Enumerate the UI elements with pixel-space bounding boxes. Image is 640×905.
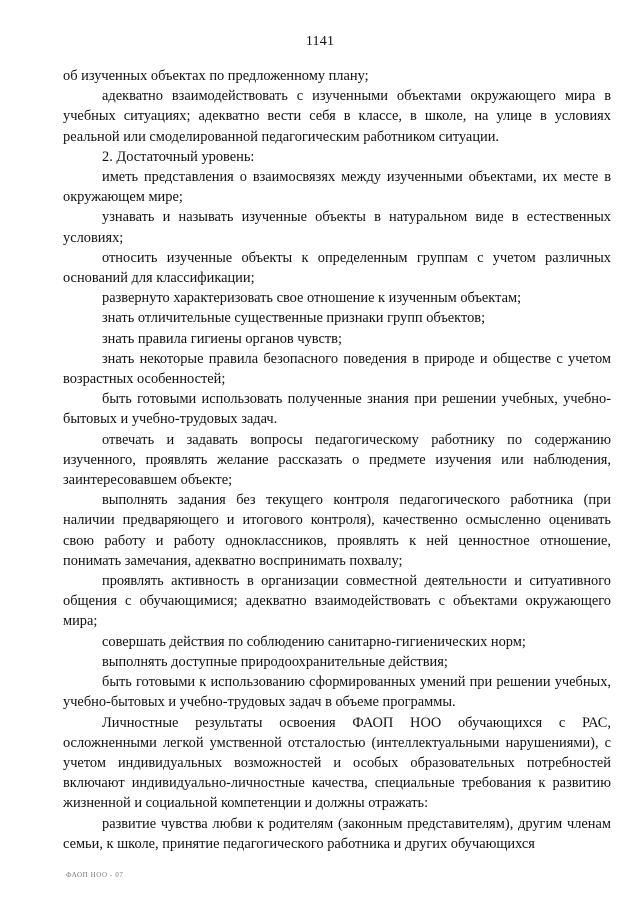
page-number: 1141 (305, 34, 335, 49)
paragraph-questions: отвечать и задавать вопросы педагогическому работнику по содержанию изученного, проявлять желание рассказать о предмете изучения или наблюдения, заинтересовавшем объекте; (63, 431, 611, 489)
paragraph-activity: проявлять активность в организации совместной деятельности и ситуативного общения с обучающимися; адекватно взаимодействовать с объектами окружающего мира; (63, 573, 611, 630)
paragraph-safety-rules: знать некоторые правила безопасного поведения в природе и обществе с учетом возрастных особенностей; (63, 350, 611, 388)
paragraph-attitude: развернуто характеризовать свое отношение к изученным объектам; (102, 290, 522, 307)
paragraph-relations: иметь представления о взаимосвязях между изученными объектами, их месте в окружающем мире; (63, 169, 611, 206)
paragraph-love-parents: развитие чувства любви к родителям (законным представителям), другим членам семьи, к школе, принятие педагогического работника и других обучающихся (63, 815, 611, 852)
footer-code: ФАОП НОО - 07 (66, 871, 124, 879)
paragraph-use-knowledge: быть готовыми использовать полученные знания при решении учебных, учебно-бытовых и учебно-трудовых задач. (63, 391, 611, 428)
paragraph-classify-objects: относить изученные объекты к определенным группам с учетом различных оснований для классификации; (63, 249, 611, 287)
paragraph-sanitary-norms: совершать действия по соблюдению санитарно-гигиенических норм; (102, 633, 526, 650)
paragraph-sufficient-level-heading: 2. Достаточный уровень: (102, 148, 255, 165)
paragraph-personal-results: Личностные результаты освоения ФАОП НОО обучающихся с РАС, осложненными легкой умственной отсталостью (интеллектуальными нарушениями), с учетом индивидуальных возможностей и особых образовательных потребностей включают индивидуально-личностные качества, специальные требования к развитию жизненной и социальной компетенции и должны отражать: (63, 714, 611, 812)
paragraph-interact-objects: адекватно взаимодействовать с изученными объектами окружающего мира в учебных ситуациях; адекватно вести себя в классе, в школе, на улице в условиях реальной или смоделированной педагогическим работником ситуации. (63, 88, 611, 145)
paragraph-hygiene: знать правила гигиены органов чувств; (102, 330, 342, 347)
paragraph-apply-skills: быть готовыми к использованию сформированных умений при решении учебных, учебно-бытовых и учебно-трудовых задач в объеме программы. (63, 674, 611, 711)
paragraph-group-features: знать отличительные существенные признаки групп объектов; (102, 310, 486, 327)
paragraph-nature-protection: выполнять доступные природоохранительные действия; (102, 653, 448, 670)
paragraph-continuation: об изученных объектах по предложенному плану; (63, 68, 369, 84)
document-body (63, 66, 611, 854)
paragraph-tasks-without-control: выполнять задания без текущего контроля педагогического работника (при наличии предваряющего и итогового контроля), качественно осмысленно оценивать свою работу и работу одноклассников, проявлять к ней ценностное отношение, понимать замечания, адекватно воспринимать похвалу; (63, 492, 611, 569)
paragraph-recognize-objects: узнавать и называть изученные объекты в натуральном виде в естественных условиях; (63, 209, 611, 246)
